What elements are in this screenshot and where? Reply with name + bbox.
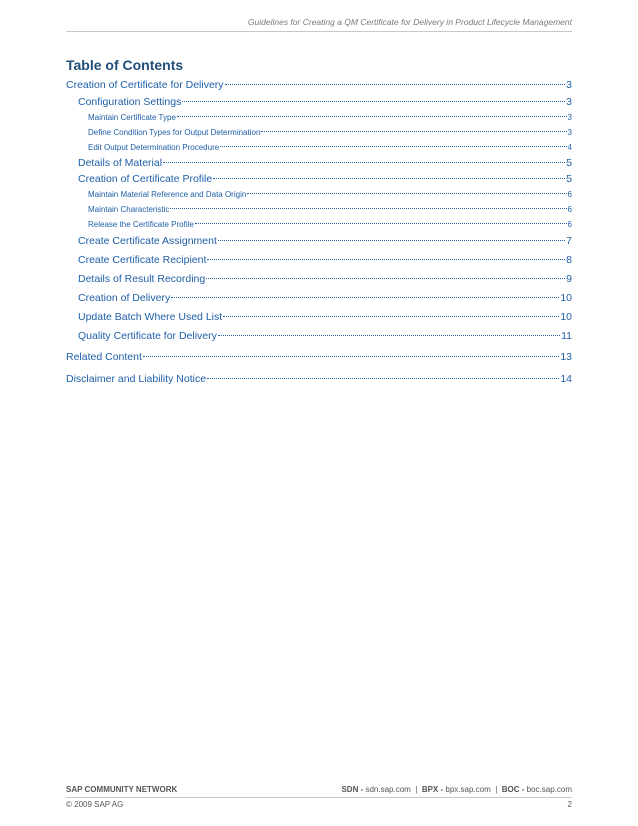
toc-leader-dots bbox=[207, 259, 565, 260]
toc-leader-dots bbox=[206, 278, 565, 279]
toc-entry-page: 3 bbox=[566, 96, 572, 108]
toc-entry[interactable] bbox=[66, 232, 572, 251]
toc-entry-page: 5 bbox=[566, 157, 572, 169]
toc-leader-dots bbox=[207, 378, 559, 379]
toc-entry-page: 5 bbox=[566, 173, 572, 185]
toc-entry-page: 10 bbox=[560, 311, 572, 323]
toc-leader-dots bbox=[218, 335, 560, 336]
toc-entry-page: 6 bbox=[567, 190, 572, 199]
footer-separator: | bbox=[415, 785, 418, 794]
toc-entry-label: Details of Material bbox=[78, 157, 163, 169]
toc-entry-label: Create Certificate Recipient bbox=[78, 254, 207, 266]
toc-entry[interactable] bbox=[66, 125, 572, 140]
toc-entry[interactable] bbox=[66, 76, 572, 94]
toc-entry[interactable] bbox=[66, 187, 572, 202]
toc-entry[interactable] bbox=[66, 155, 572, 171]
toc-entry-label: Define Condition Types for Output Determination bbox=[88, 128, 261, 137]
toc-entry[interactable] bbox=[66, 94, 572, 110]
toc-entry-page: 3 bbox=[566, 79, 572, 91]
toc-entry-page: 11 bbox=[561, 330, 572, 342]
toc-entry[interactable] bbox=[66, 270, 572, 289]
toc-entry[interactable] bbox=[66, 368, 572, 390]
footer-divider bbox=[66, 797, 572, 798]
toc-entry-page: 7 bbox=[566, 235, 572, 247]
footer-boc-link[interactable]: boc.sap.com bbox=[526, 785, 572, 794]
toc-entry-page: 8 bbox=[566, 254, 572, 266]
footer-separator: | bbox=[495, 785, 498, 794]
toc-leader-dots bbox=[163, 162, 565, 163]
toc-entry-label: Edit Output Determination Procedure bbox=[88, 143, 220, 152]
running-header: Guidelines for Creating a QM Certificate for Delivery in Product Lifecycle Management bbox=[247, 17, 572, 27]
toc-entry-label: Create Certificate Assignment bbox=[78, 235, 217, 247]
toc-leader-dots bbox=[225, 84, 566, 85]
toc-leader-dots bbox=[195, 223, 567, 224]
toc-entry-label: Maintain Material Reference and Data Origin bbox=[88, 190, 247, 199]
toc-entry[interactable] bbox=[66, 217, 572, 232]
toc-leader-dots bbox=[143, 356, 559, 357]
toc-entry[interactable] bbox=[66, 251, 572, 270]
toc-entry-label: Related Content bbox=[66, 351, 142, 363]
toc-leader-dots bbox=[220, 146, 566, 147]
toc-entry[interactable] bbox=[66, 140, 572, 155]
toc-entry-label: Release the Certificate Profile bbox=[88, 220, 194, 229]
toc-entry-label: Details of Result Recording bbox=[78, 273, 206, 285]
toc-entry-page: 6 bbox=[567, 205, 572, 214]
footer-sdn-label: SDN - bbox=[341, 785, 364, 794]
toc-entry-page: 13 bbox=[560, 351, 572, 363]
toc-leader-dots bbox=[218, 240, 565, 241]
toc-entry-page: 3 bbox=[567, 128, 572, 137]
toc-leader-dots bbox=[171, 297, 559, 298]
toc-entry-label: Quality Certificate for Delivery bbox=[78, 330, 217, 342]
toc-entry-label: Update Batch Where Used List bbox=[78, 311, 223, 323]
toc-entry-page: 3 bbox=[567, 113, 572, 122]
toc-entry-label: Configuration Settings bbox=[78, 96, 182, 108]
toc-entry[interactable] bbox=[66, 289, 572, 308]
toc-entry[interactable] bbox=[66, 346, 572, 368]
toc-entry[interactable] bbox=[66, 202, 572, 217]
toc-entry-label: Creation of Certificate for Delivery bbox=[66, 79, 224, 91]
footer-sdn-link[interactable]: sdn.sap.com bbox=[365, 785, 411, 794]
toc-entry-label: Creation of Delivery bbox=[78, 292, 171, 304]
toc-leader-dots bbox=[182, 101, 565, 102]
toc-leader-dots bbox=[177, 116, 567, 117]
table-of-contents bbox=[66, 76, 572, 390]
footer-links bbox=[341, 785, 572, 794]
footer-network-name: SAP COMMUNITY NETWORK bbox=[66, 785, 178, 794]
footer-copyright: © 2009 SAP AG bbox=[66, 800, 124, 809]
footer-page-number: 2 bbox=[567, 800, 572, 809]
toc-entry[interactable] bbox=[66, 110, 572, 125]
toc-leader-dots bbox=[170, 208, 566, 209]
toc-entry-page: 9 bbox=[566, 273, 572, 285]
footer-bpx-label: BPX - bbox=[421, 785, 444, 794]
toc-entry-page: 10 bbox=[560, 292, 572, 304]
toc-entry-label: Maintain Certificate Type bbox=[88, 113, 176, 122]
footer-boc-label: BOC - bbox=[501, 785, 525, 794]
toc-entry-page: 14 bbox=[560, 373, 572, 385]
toc-leader-dots bbox=[213, 178, 565, 179]
toc-leader-dots bbox=[247, 193, 566, 194]
toc-entry-page: 4 bbox=[567, 143, 572, 152]
toc-title: Table of Contents bbox=[66, 57, 184, 73]
toc-entry[interactable] bbox=[66, 171, 572, 187]
toc-entry-label: Maintain Characteristic bbox=[88, 205, 170, 214]
toc-entry[interactable] bbox=[66, 327, 572, 346]
header-divider bbox=[66, 31, 572, 32]
toc-entry-label: Creation of Certificate Profile bbox=[78, 173, 213, 185]
toc-entry-label: Disclaimer and Liability Notice bbox=[66, 373, 207, 385]
toc-entry-page: 6 bbox=[567, 220, 572, 229]
toc-entry[interactable] bbox=[66, 308, 572, 327]
toc-leader-dots bbox=[223, 316, 559, 317]
footer-bpx-link[interactable]: bpx.sap.com bbox=[445, 785, 491, 794]
toc-leader-dots bbox=[261, 131, 566, 132]
